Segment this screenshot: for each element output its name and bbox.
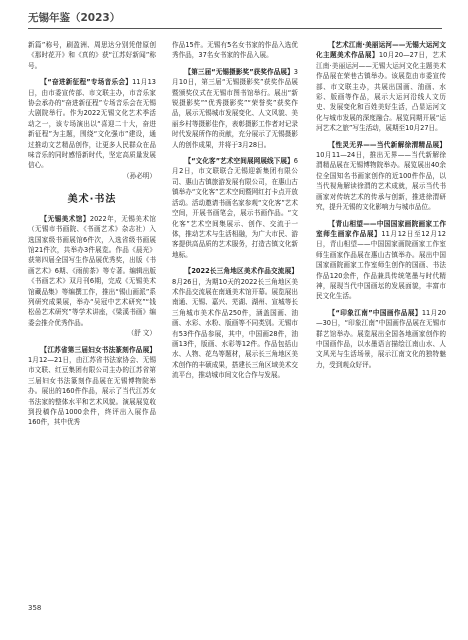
section-heading: 美术·书法 — [67, 194, 117, 206]
entry-paragraph — [28, 214, 156, 328]
page-number: 358 — [28, 604, 42, 612]
entry-title: 【第三届“无锡摄影奖”获奖作品展】 — [184, 67, 294, 76]
entry-body: 10月20—27日，艺术江南·美丽运河——无锡大运河文化主题美术作品展在荣巷古镇举办。该展览由市委宣传部、市文联主办，共展出国画、油画、水彩、版画等作品，展示大运河沿线人文历史、发展变化和百姓美好生活，凸显运河文化与城市发展的深度融合。展览同期开展“运河艺术之旅”写生活动，展期至10月27日。 — [316, 51, 446, 133]
entry-paragraph — [172, 266, 298, 380]
entry-title: 【江苏省第三届妇女书法篆刻作品展】 — [40, 345, 156, 354]
page-header-title: 无锡年鉴（2023） — [28, 12, 121, 24]
author-credit: （孙必明） — [123, 171, 156, 180]
text-column-middle — [172, 40, 298, 610]
entry-paragraph — [28, 40, 156, 71]
entry-title: 【青山相望——中国国家画院画家工作室师生画家作品展】 — [316, 219, 446, 238]
entry-title: 【“印象江南”中国画作品展】 — [328, 308, 422, 317]
entry-paragraph — [28, 77, 156, 171]
entry-paragraph — [316, 140, 446, 213]
entry-paragraph — [316, 219, 446, 302]
author-credit: （舒 文） — [127, 329, 156, 338]
entry-body: 2022年，无锡美术馆（无锡市书画院、《书画艺术》杂志社）入选国家级书画展馆6件次，入选省级书画展馆21件次，共举办3件展览。作品《晨光》获第四届全国写生作品展优秀奖，出版《书画艺术》6期、《雨前茶》等专著。编辑出版《书画艺术》双月刊6期，完成《无锡美术馆藏品集》等编撰工作，推出“锡山画派”系列研究成果展，举办“吴冠中艺术研究”“钱松喦艺术研究”等学术讲座，《梁溪书画》编委会推介优秀作品。 — [28, 214, 156, 327]
entry-body: 8月26日，为期10天的2022长三角地区美术作品交流展在南通美术馆开幕。展览展出南通、无锡、嘉兴、芜湖、湖州、宣城等长三角城市美术作品250件，涵盖国画、油画、水彩、水粉、版画等不同类别。无锡市有53件作品参展，其中，中国画28件，油画13件，版画、水彩等12件。作品包括山水、人物、花鸟等题材，展示长三角地区美术创作的丰硕成果，搭建长三角区域美术交流平台，推动城市间文化合作与发展。 — [172, 277, 298, 380]
entry-title: 【2022长三角地区美术作品交流展】 — [184, 267, 298, 276]
entry-body: 3月10日，第三届“无锡摄影奖”获奖作品展暨颁奖仪式在无锡市图书馆举行。展出“新锐摄影奖”“优秀摄影奖”“荣誉奖”获奖作品，展示无锡城市发展变化、人文风貌、美丽乡村等摄影佳作，表彰摄影工作者对记录时代发展所作的贡献，充分展示了无锡摄影人的创作成果，并将于3月28日。 — [172, 67, 298, 149]
entry-body: 作品15件。无锡有5名女书家的作品入选优秀作品，37名女书家的作品入展。 — [172, 41, 298, 60]
entry-title: 【艺术江南·美丽运河——无锡大运河文化主题美术作品展】 — [316, 41, 446, 60]
entry-paragraph — [316, 308, 446, 370]
entry-paragraph — [172, 156, 298, 260]
entry-paragraph — [172, 40, 298, 61]
entry-title: 【性灵无界——当代新解徐渭精品展】 — [328, 140, 446, 149]
entry-title: 【“文化客”艺术空间展网展线下展】 — [184, 157, 294, 166]
entry-body: 6月2日，市文联联合无锡迎新集团有限公司、惠山古镇旅游发展有限公司，在惠山古镇举办“文化客”艺术空间暨网红打卡点开放活动。活动邀请书画名家参观“文化客”艺术空间，开展书画笔会，展示书画作品。“文化客”艺术空间集展示、创作、交流于一体，推动艺术与生活相融，为广大市民、游客提供高品质的艺术服务，打造古镇文化新地标。 — [172, 157, 298, 259]
entry-paragraph — [316, 40, 446, 134]
entry-body: 11月20—30日，“印象江南”中国画作品展在无锡市群艺馆举办。展览展出全国各地画家创作的中国画作品，以水墨语言描绘江南山水、人文风光与生活场景，展示江南文化的独特魅力，受到观众好评。 — [316, 308, 446, 369]
text-column-left — [28, 40, 156, 610]
entry-title: 【无锡美术馆】 — [40, 214, 90, 223]
header-rule — [28, 28, 442, 29]
entry-body: 新篇”称号，刷盈洲、周思达分别凭借原创《那时花开》和《真的》获“江苏好新闻”称号。 — [28, 41, 156, 70]
entry-body: 10月11—24日，推出无界——当代新解徐渭精品展在无锡博物院举办。展览展出40余位全国知名书画家创作的近100件作品，以当代视角解读徐渭的艺术成就，展示当代书画家对传统艺术的传承与创新，推进徐渭研究，提升无锡的文化影响力与城市品位。 — [316, 151, 446, 212]
entry-body: 11月13日，由市委宣传部、市文联主办，市音乐家协会承办的“奋进新征程”专场音乐会在无锡大剧院举行。作为2022无锡文化艺术季活动之一，该专场演出以“喜迎二十大，奋进新征程”为主题，围绕“文化强市”建设，通过推动文艺精品创作，让更多人民群众在品味音乐的同时感悟新时代，坚定高质量发展信心。 — [28, 78, 156, 170]
text-column-right — [316, 40, 446, 610]
entry-paragraph — [172, 67, 298, 150]
entry-title: 【“奋进新征程”专场音乐会】 — [40, 78, 133, 87]
entry-paragraph — [28, 345, 156, 428]
entry-body: 11月12日至12月12日，青山相望——中国国家画院画家工作室师生画家作品展在惠山古镇举办。展出中国国家画院画家工作室师生创作的国画、书法作品120余件，作品兼具传统笔墨与时代精神，展现当代中国画坛的发展面貌，丰富市民文化生活。 — [316, 229, 446, 301]
entry-body: 1月12—21日，由江苏省书法家协会、无锡市文联、红豆集团有限公司主办的江苏省第三届妇女书法篆刻作品展在无锡博物院举办。展出的160件作品，展示了当代江苏女书法家的整体水平和艺术风貌。演展展览收到投稿作品1000余件，终评出入展作品160件，其中优秀 — [28, 355, 156, 427]
